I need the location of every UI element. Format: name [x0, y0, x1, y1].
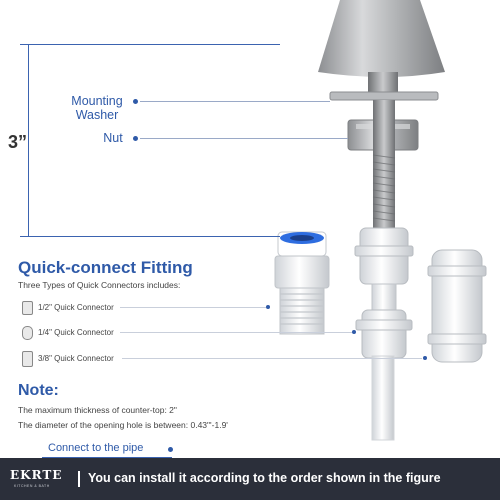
- mounting-washer-dot: [133, 99, 138, 104]
- nut-dot: [133, 136, 138, 141]
- footer-separator: [78, 471, 80, 487]
- connector-item-dot: [352, 330, 356, 334]
- connect-pipe-label: Connect to the pipe: [44, 442, 147, 454]
- dimension-top-line: [20, 44, 280, 45]
- note-line-2: The diameter of the opening hole is between: 0.43"'-1.9': [18, 420, 228, 430]
- connector-three-eighths-icon: [22, 351, 33, 367]
- right-connector: [428, 250, 486, 362]
- faucet-body: [318, 0, 445, 77]
- mounting-washer: [330, 92, 438, 100]
- water-pipe: [372, 356, 394, 440]
- connector-item-leader: [120, 332, 352, 333]
- footer-bar: [0, 458, 500, 500]
- connector-item-leader: [122, 358, 422, 359]
- connector-item-label: 3/8" Quick Connector: [38, 354, 114, 363]
- connector-item-leader: [120, 307, 266, 308]
- brand-tagline: KITCHEN & BATH: [14, 484, 50, 488]
- footer-message: You can install it according to the order shown in the figure: [88, 471, 441, 485]
- connector-item-dot: [423, 356, 427, 360]
- connector-item-label: 1/2" Quick Connector: [38, 303, 114, 312]
- connector-item-label: 1/4" Quick Connector: [38, 328, 114, 337]
- nut-leader: [140, 138, 348, 139]
- dimension-label: 3”: [8, 130, 27, 155]
- brand-logo: EKRTE: [10, 468, 63, 482]
- connector-half-inch-icon: [22, 301, 33, 315]
- connect-pipe-dot: [168, 447, 173, 452]
- faucet-collar: [368, 72, 398, 94]
- quick-connect-subtitle: Three Types of Quick Connectors includes:: [18, 280, 181, 290]
- mounting-washer-label: Mounting Washer: [71, 94, 123, 122]
- quick-connect-title: Quick-connect Fitting: [18, 258, 193, 277]
- center-connector: [355, 228, 413, 440]
- nut-label: Nut: [103, 131, 123, 145]
- note-title: Note:: [18, 382, 59, 399]
- connector-quarter-inch-icon: [22, 326, 33, 340]
- mounting-washer-leader: [140, 101, 330, 102]
- connector-item-dot: [266, 305, 270, 309]
- left-connector: [275, 232, 329, 334]
- dimension-vertical-line: [28, 44, 29, 236]
- note-line-1: The maximum thickness of counter-top: 2": [18, 405, 177, 415]
- dimension-bottom-line: [20, 236, 280, 237]
